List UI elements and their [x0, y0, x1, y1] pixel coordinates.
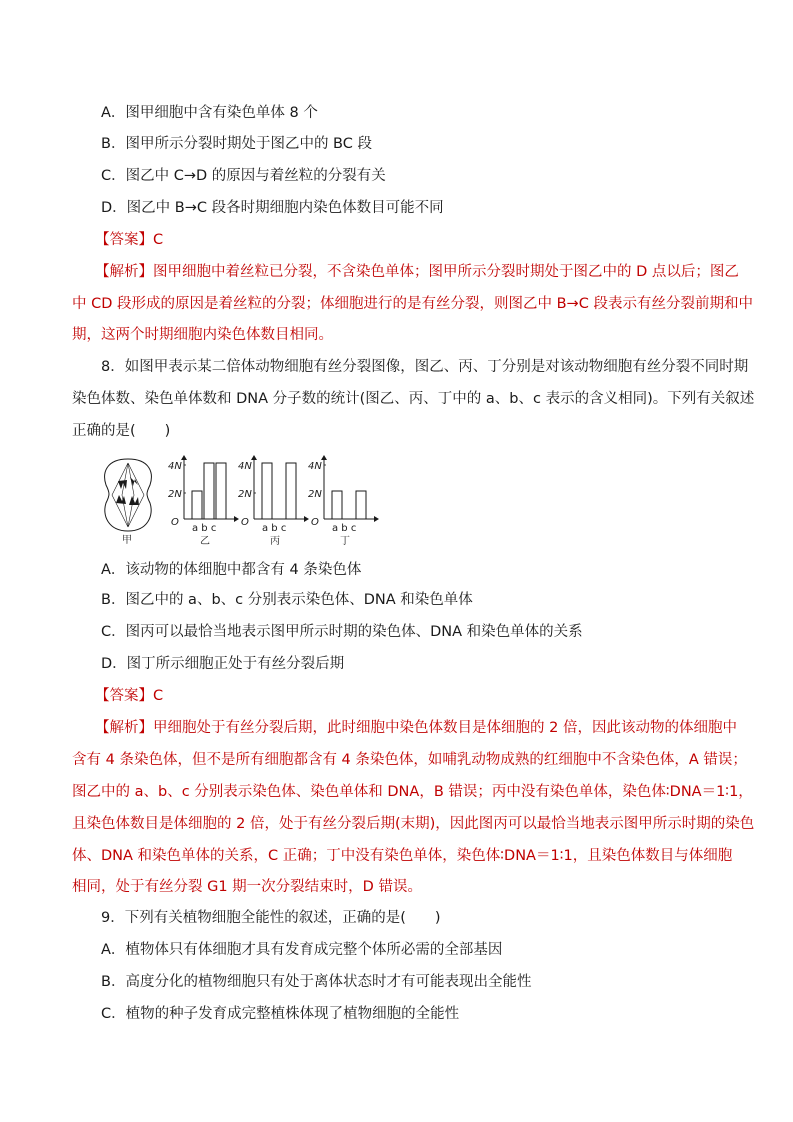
origin-label: O	[171, 517, 179, 528]
q8-analysis-line-2: 含有 4 条染色体，但不是所有细胞都含有 4 条染色体，如哺乳动物成熟的红细胞中不含染色体，A 错误；	[72, 752, 747, 768]
y-tick-2n: 2N	[168, 489, 182, 500]
q7-analysis-line-2: 中 CD 段形成的原因是着丝粒的分裂；体细胞进行的是有丝分裂，则图乙中 B→C 段表示有丝分裂前期和中	[72, 296, 753, 312]
y-tick-2n: 2N	[238, 489, 252, 500]
bar-chart-ding	[310, 455, 380, 545]
q8-analysis-line-5: 体、DNA 和染色单体的关系，C 正确；丁中没有染色单体，染色体∶DNA＝1∶1，且染色体数目与体细胞	[72, 848, 733, 864]
q8-figure	[100, 455, 400, 545]
q8-analysis-line-1: 【解析】甲细胞处于有丝分裂后期，此时细胞中染色体数目是体细胞的 2 倍，因此该动物的体细胞中	[95, 720, 737, 736]
bar-c	[356, 491, 366, 519]
bar-labels: a b c	[262, 523, 287, 534]
caption-ding: 丁	[340, 536, 350, 547]
bar-a	[262, 463, 272, 519]
y-tick-2n: 2N	[308, 489, 322, 500]
bar-chart-yi	[170, 455, 240, 545]
bar-labels: a b c	[192, 523, 217, 534]
q7-option-b: B．图甲所示分裂时期处于图乙中的 BC 段	[101, 136, 372, 152]
bar-labels: a b c	[332, 523, 357, 534]
y-tick-4n: 4N	[238, 461, 252, 472]
y-tick-4n: 4N	[308, 461, 322, 472]
q9-option-a: A．植物体只有体细胞才具有发育成完整个体所必需的全部基因	[101, 942, 503, 958]
origin-label: O	[311, 517, 319, 528]
q9-option-b: B．高度分化的植物细胞只有处于离体状态时才有可能表现出全能性	[101, 974, 532, 990]
bar-c	[286, 463, 296, 519]
y-tick-4n: 4N	[168, 461, 182, 472]
q8-option-c: C．图丙可以最恰当地表示图甲所示时期的染色体、DNA 和染色单体的关系	[101, 624, 583, 640]
bar-b	[204, 463, 214, 519]
q7-option-c: C．图乙中 C→D 的原因与着丝粒的分裂有关	[101, 168, 386, 184]
caption-jia: 甲	[122, 535, 132, 546]
q8-option-d: D．图丁所示细胞正处于有丝分裂后期	[101, 656, 345, 672]
q8-stem-line-3: 正确的是( )	[72, 423, 171, 439]
q7-analysis-line-1: 【解析】图甲细胞中着丝粒已分裂，不含染色单体；图甲所示分裂时期处于图乙中的 D 点以后；图乙	[95, 264, 739, 280]
bar-a	[192, 491, 202, 519]
q8-analysis-line-4: 且染色体数目是体细胞的 2 倍，处于有丝分裂后期(末期)，因此图丙可以最恰当地表示图甲所示时期的染色	[72, 816, 755, 832]
q7-option-a: A．图甲细胞中含有染色单体 8 个	[101, 105, 318, 121]
origin-label: O	[241, 517, 249, 528]
q7-option-d: D．图乙中 B→C 段各时期细胞内染色体数目可能不同	[101, 200, 444, 216]
q8-analysis-line-6: 相同，处于有丝分裂 G1 期一次分裂结束时，D 错误。	[72, 879, 422, 895]
caption-yi: 乙	[200, 536, 210, 547]
q8-answer: 【答案】C	[95, 688, 164, 704]
q8-stem-line-1: 8．如图甲表示某二倍体动物细胞有丝分裂图像，图乙、丙、丁分别是对该动物细胞有丝分裂不同时期	[101, 359, 749, 375]
bar-a	[332, 491, 342, 519]
q8-option-a: A．该动物的体细胞中都含有 4 条染色体	[101, 562, 362, 578]
q7-answer: 【答案】C	[95, 232, 164, 248]
bar-chart-bing	[240, 455, 310, 545]
q8-stem-line-2: 染色体数、染色单体数和 DNA 分子数的统计(图乙、丙、丁中的 a、b、c 表示的含义相同)。下列有关叙述	[72, 391, 755, 407]
q8-analysis-line-3: 图乙中的 a、b、c 分别表示染色体、染色单体和 DNA，B 错误；丙中没有染色单体，染色体∶DNA＝1∶1，	[72, 784, 753, 800]
q7-analysis-line-3: 期，这两个时期细胞内染色体数目相同。	[72, 327, 333, 343]
q8-option-b: B．图乙中的 a、b、c 分别表示染色体、DNA 和染色单体	[101, 592, 473, 608]
q9-stem: 9．下列有关植物细胞全能性的叙述，正确的是( )	[101, 910, 441, 926]
q9-option-c: C．植物的种子发育成完整植株体现了植物细胞的全能性	[101, 1006, 460, 1022]
caption-bing: 丙	[270, 536, 280, 547]
bar-c	[216, 463, 226, 519]
cell-diagram-jia	[100, 455, 160, 545]
